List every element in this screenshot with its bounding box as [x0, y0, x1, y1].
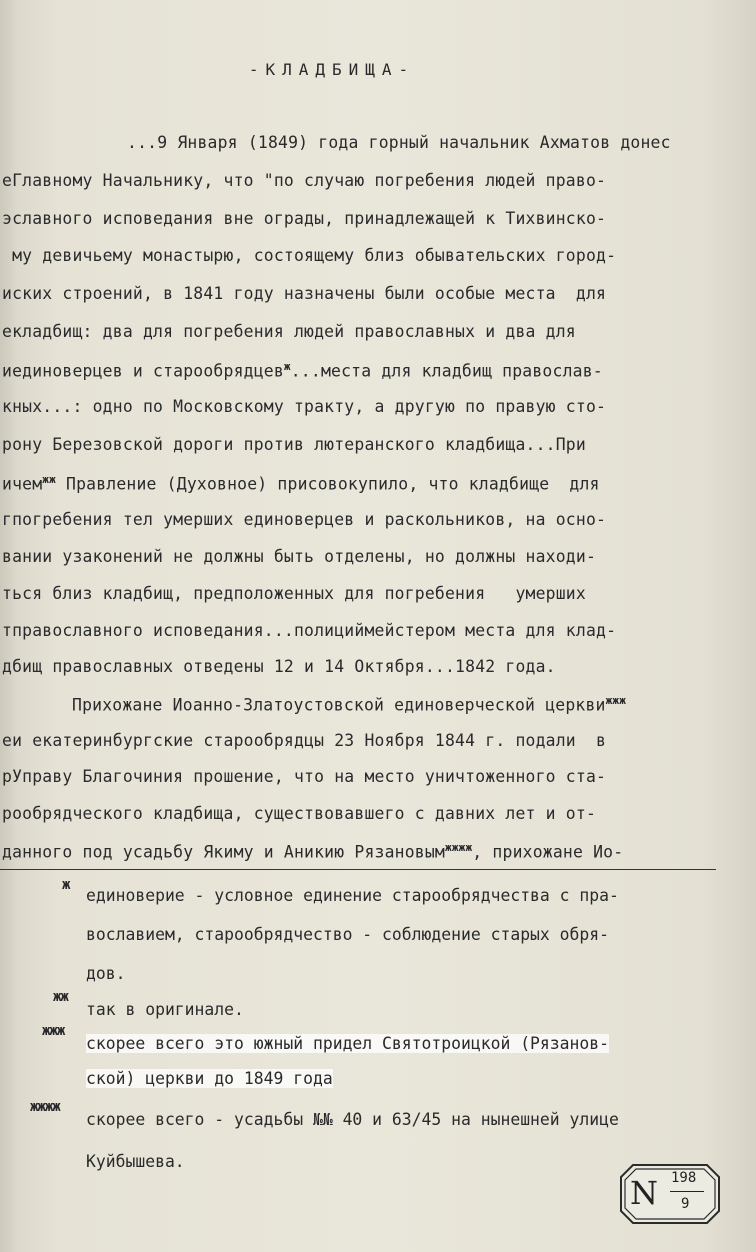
body-line: рообрядческого кладбища, существовавшего с давних лет и от-: [2, 804, 597, 823]
stamp-number-bottom: 9: [681, 1196, 690, 1212]
body-line: гпогребения тел умерших единоверцев и раскольников, на осно-: [2, 510, 607, 529]
body-line-text: Прихожане Иоанно-Златоустовской единоверческой церкви: [72, 695, 606, 715]
body-line-text: иединоверцев и старообрядцев: [2, 361, 284, 381]
footnote-mark: жжж: [42, 1023, 65, 1039]
body-line-text: Правление (Духовное) присовокупило, что кладбище для: [55, 474, 600, 494]
body-line: ться близ кладбищ, предположенных для погребения умерших: [2, 584, 586, 603]
body-line-text: , прихожане Ио-: [472, 842, 624, 862]
footnote-ref-2: жж: [42, 473, 56, 486]
body-line: рону Березовской дороги против лютеранского кладбища...При: [2, 435, 586, 454]
footnote-line: Куйбышева.: [86, 1152, 185, 1171]
body-line: [2, 473, 600, 493]
body-line: тправославного исповедания...полициймейстером места для клад-: [2, 621, 617, 640]
footnote-line: [86, 1069, 333, 1088]
body-line: кных...: одно по Московскому тракту, а другую по правую сто-: [2, 397, 607, 416]
footnote-line: скорее всего - усадьбы №№ 40 и 63/45 на нынешней улице: [86, 1110, 619, 1129]
footnote-line: вославием, старообрядчество - соблюдение старых обря-: [86, 925, 610, 944]
stamp-number-top: 198: [671, 1170, 697, 1186]
footnote-ref-3: жжж: [605, 694, 627, 707]
body-line: му девичьему монастырю, состоящему близ обывательских город-: [2, 246, 617, 265]
footnote-mark: жжжж: [30, 1099, 60, 1115]
body-line: рУправу Благочиния прошение, что на место уничтоженного ста-: [2, 767, 607, 786]
footnote-line: так в оригинале.: [86, 1000, 244, 1019]
body-line-text: данного под усадьбу Якиму и Аникию Рязановым: [2, 842, 445, 862]
body-line: [2, 841, 623, 861]
body-line: еи екатеринбургские старообрядцы 23 Ноября 1844 г. подали в: [2, 731, 607, 750]
footnote-mark: жж: [53, 989, 68, 1005]
footnote-divider: [0, 869, 716, 870]
body-line-text: ичем: [2, 474, 43, 494]
footnote-ref-1: ж: [283, 360, 291, 373]
footnote-ref-4: жжжж: [445, 841, 473, 854]
body-line: дбищ православных отведены 12 и 14 Октября...1842 года.: [2, 657, 556, 676]
footnote-line: [86, 1034, 609, 1053]
body-line: еГлавному Начальнику, что "по случаю погребения людей право-: [2, 171, 607, 190]
body-line-text: ...места для кладбищ православ-: [290, 361, 603, 381]
page-title: -КЛАДБИЩА-: [248, 60, 416, 79]
footnote-line-text: ской) церкви до 1849 года: [86, 1069, 333, 1088]
stamp-fraction-line: [670, 1191, 704, 1192]
body-line: иских строений, в 1841 году назначены были особые места для: [2, 284, 607, 303]
footnote-line: дов.: [86, 964, 126, 983]
body-line: вании узаконений не должны быть отделены, но должны находи-: [2, 547, 597, 566]
footnote-line: единоверие - условное единение старообрядчества с пра-: [86, 886, 619, 905]
body-line: [2, 360, 603, 380]
footnote-mark: ж: [62, 877, 70, 893]
footnote-line-text: скорее всего это южный придел Святотроицкой (Рязанов-: [86, 1034, 610, 1053]
stamp-number-sign: N: [630, 1174, 658, 1212]
body-line: ...9 Января (1849) года горный начальник Ахматов донес: [127, 133, 671, 152]
body-line: екладбищ: два для погребения людей православных и два для: [2, 322, 576, 341]
body-line: эславного исповедания вне ограды, принадлежащей к Тихвинско-: [2, 209, 607, 228]
body-line: [72, 694, 626, 714]
